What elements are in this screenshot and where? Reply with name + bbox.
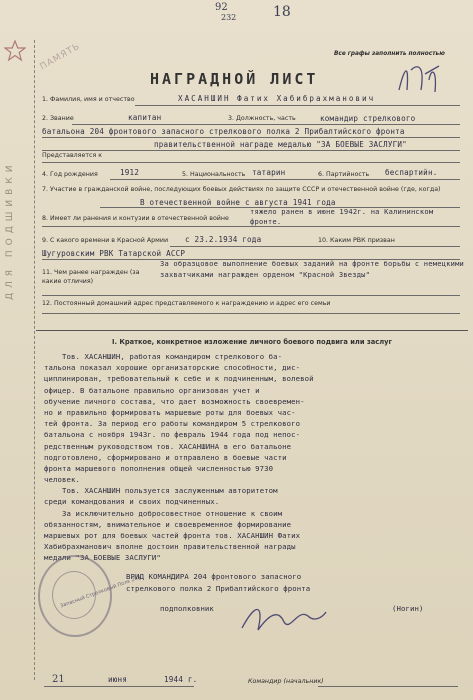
feat-text-line: подготовлено, сформировано и отправлено в боевые части — [44, 452, 287, 462]
field-label-wounds: 8. Имеет ли ранения и контузии в отечественной войне — [42, 215, 229, 222]
field-value-nationality: татарин — [252, 168, 286, 177]
field-label-nationality: 5. Национальность — [182, 171, 246, 178]
signature-line-1: ВРИД КОМАНДИРА 204 фронтового запасного — [126, 572, 302, 581]
date-month: июня — [108, 675, 128, 684]
signature-name: (Ногин) — [392, 604, 424, 613]
feat-text-line: обучение личного состава, что дает возможность своевремен- — [44, 396, 305, 406]
feat-text-line: но и правильно формировать маршевые роты для боевых час- — [44, 407, 296, 417]
seal-text: Запасный Стрелковый Полк 204 — [59, 574, 142, 610]
field-value-army-since: с 23.2.1934 года — [185, 235, 262, 244]
field-value-represented: правительственной награде медалью "ЗА БОЕВЫЕ ЗАСЛУГИ" — [154, 140, 407, 149]
feat-text-line: обязанностям, внимательное и своевременное формирование — [44, 519, 292, 529]
star-icon — [4, 40, 26, 62]
feat-text-line: батальона с ноября 1943г. по февраль 1944 года под непос- — [44, 430, 301, 440]
field-label-name: 1. Фамилия, имя и отчество — [42, 96, 135, 103]
field-label-party: 6. Партийность — [318, 171, 370, 178]
document-title: НАГРАДНОЙ ЛИСТ — [150, 70, 319, 88]
field-label-position: 3. Должность, часть — [228, 115, 296, 122]
commander-label: Командир (начальник) — [248, 678, 324, 685]
field-value-rank: капитан — [128, 113, 162, 122]
feat-text-line: человек. — [44, 475, 80, 485]
feat-text-line: редственным руководством тов. ХАСАНШИНА в его батальоне — [44, 441, 292, 451]
field-label-address: 12. Постоянный домашний адрес представляемого к награждению и адрес его семьи — [42, 300, 331, 307]
field-value-birth-year: 1912 — [120, 168, 140, 177]
field-value-war-participation: В отечественной войне с августа 1941 года — [140, 198, 336, 207]
regiment-seal — [38, 555, 112, 637]
feat-text-line: маршевых рот для боевых частей фронта тов. ХАСАНШИН Фатих — [44, 531, 301, 540]
feat-text-line: Тов. ХАСАНШИН пользуется заслуженным авторитетом — [62, 486, 278, 496]
archive-subnumber: 232 — [221, 13, 237, 22]
archive-number: 92 — [215, 2, 228, 13]
commander-signature — [238, 598, 328, 638]
field-label-draft-office: 10. Каким РВК призван — [318, 237, 395, 244]
feat-text-line: За исключительно добросовестное отношение к своим — [62, 508, 283, 518]
feat-description — [44, 352, 464, 565]
field-value-party: беспартийн. — [385, 168, 438, 177]
date-year: 1944 г. — [164, 675, 198, 684]
page-number: 18 — [273, 4, 291, 20]
handwritten-mark — [395, 60, 441, 96]
feat-text-line: среди командования и своих подчиненных. — [44, 497, 220, 507]
signature-rank: подполковник — [160, 604, 214, 613]
feat-text-line: офицер. В батальоне правильно организован учет и — [44, 385, 260, 395]
field-value-prior-awards: За образцовое выполнение боевых заданий на фронте борьбы с немецкими захватчиками награжден орденом "Красной Звезды" — [160, 259, 465, 279]
binding-margin-line — [34, 40, 35, 680]
field-value-draft-office: Шугуровским РВК Татарской АССР — [42, 249, 186, 258]
field-value-position: командир стрелкового батальона 204 фронтового запасного стрелкового полка 2 Прибалтийского фронта — [42, 114, 416, 136]
field-value-wounds: тяжело ранен в июне 1942г. на Калининском фронте. — [250, 207, 434, 226]
field-label-represented: Представляется к — [42, 152, 103, 159]
field-label-army-since: 9. С какого времени в Красной Армии — [42, 237, 169, 244]
field-label-rank: 2. Звание — [42, 115, 74, 122]
feat-text-line: Хабибрахманович вполне достоин правительственной награды — [44, 542, 296, 552]
field-label-war-participation: 7. Участие в гражданской войне, последующих боевых действиях по защите СССР и отечественной войне (где, когда) — [42, 186, 441, 193]
memory-stamp: ПАМЯТЬ — [38, 41, 83, 73]
instruction-note: Все графы заполнить полностью — [334, 51, 445, 57]
feat-text-line: Тов. ХАСАНШИН, работая командиром стрелкового ба- — [62, 352, 283, 361]
date-day: 21 — [52, 674, 65, 685]
section-title-feat: I. Краткое, конкретное изложение личного боевого подвига или заслуг — [112, 338, 392, 346]
feat-text-line: циплинирован, требовательный к себе и к подчиненным, волевой — [44, 374, 314, 384]
side-binding-text: ДЛЯ ПОДШИВКИ — [5, 160, 15, 300]
field-value-name: ХАСАНШИН Фатих Хабибрахманович — [178, 94, 376, 103]
feat-text-line: фронта маршевого пополнения общей численностью 9730 — [44, 463, 274, 473]
feat-text-line: медали "ЗА БОЕВЫЕ ЗАСЛУГИ" — [44, 553, 161, 563]
feat-text-line: тей фронта. За период его работы командиром 5 стрелкового — [44, 419, 301, 429]
feat-text-line: тальона показал хорошие организаторские способности, дис- — [44, 363, 301, 373]
field-label-prior-awards: 11. Чем ранее награжден (за какие отличия) — [42, 269, 140, 285]
signature-line-2: стрелкового полка 2 Прибалтийского фронта — [126, 584, 311, 593]
field-label-birth-year: 4. Год рождения — [42, 171, 98, 178]
